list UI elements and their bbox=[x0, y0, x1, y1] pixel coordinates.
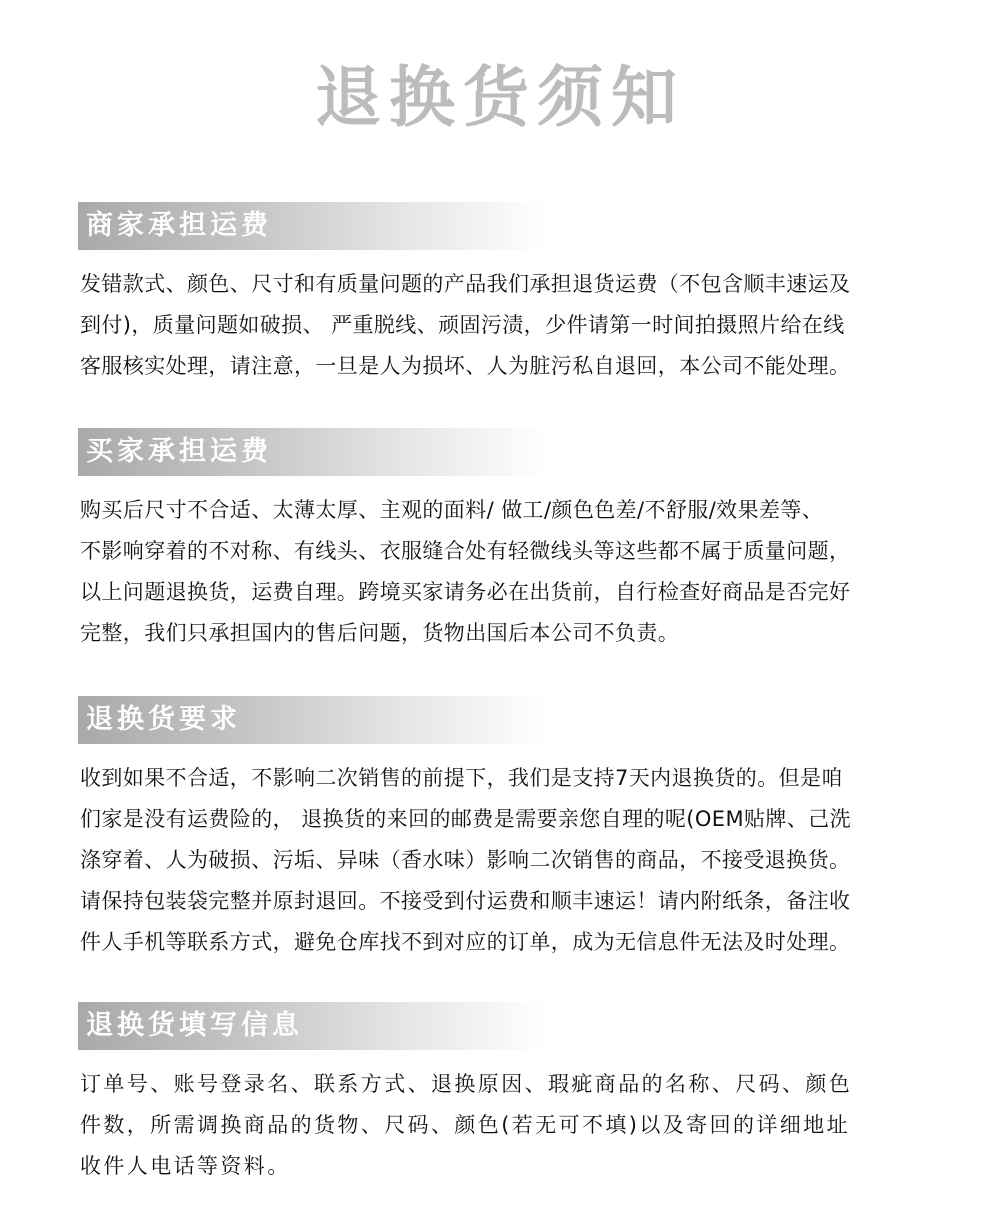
text-line: 收到如果不合适，不影响二次销售的前提下，我们是支持7天内退换货的。但是咱 bbox=[80, 766, 843, 790]
section-heading: 退换货填写信息 bbox=[86, 1010, 303, 1041]
section-header bbox=[78, 696, 548, 744]
text-line: 订单号、账号登录名、联系方式、退换原因、瑕疵商品的名称、尺码、颜色 bbox=[80, 1072, 853, 1096]
section-heading: 退换货要求 bbox=[86, 704, 241, 735]
section-body bbox=[80, 1064, 928, 1187]
section-header bbox=[78, 428, 548, 476]
section-heading: 商家承担运费 bbox=[86, 210, 272, 241]
section-header bbox=[78, 202, 548, 250]
section-body bbox=[80, 490, 928, 654]
text-line: 发错款式、颜色、尺寸和有质量问题的产品我们承担退货运费（不包含顺丰速运及 bbox=[80, 272, 851, 296]
text-line: 收件人电话等资料。 bbox=[80, 1154, 291, 1178]
text-line: 不影响穿着的不对称、有线头、衣服缝合处有轻微线头等这些都不属于质量问题， bbox=[80, 539, 851, 563]
text-line: 以上问题退换货，运费自理。跨境买家请务必在出货前，自行检查好商品是否完好 bbox=[80, 580, 851, 604]
section-heading: 买家承担运费 bbox=[86, 436, 272, 467]
section-merchant-pays-shipping bbox=[78, 202, 928, 387]
section-body bbox=[80, 758, 928, 963]
page-title: 退换货须知 bbox=[315, 59, 685, 136]
section-body bbox=[80, 264, 928, 387]
text-line: 件数，所需调换商品的货物、尺码、颜色(若无可不填)以及寄回的详细地址 bbox=[80, 1113, 850, 1137]
text-line: 请保持包装袋完整并原封退回。不接受到付运费和顺丰速运！请内附纸条，备注收 bbox=[80, 889, 851, 913]
text-line: 涤穿着、人为破损、污垢、异味（香水味）影响二次销售的商品，不接受退换货。 bbox=[80, 848, 851, 872]
section-header bbox=[78, 1002, 548, 1050]
section-buyer-pays-shipping bbox=[78, 428, 928, 654]
text-line: 到付)，质量问题如破损、 严重脱线、顽固污渍，少件请第一时间拍摄照片给在线 bbox=[80, 313, 845, 337]
text-line: 件人手机等联系方式，避免仓库找不到对应的订单，成为无信息件无法及时处理。 bbox=[80, 930, 851, 954]
text-line: 购买后尺寸不合适、太薄太厚、主观的面料/ 做工/颜色色差/不舒服/效果差等、 bbox=[80, 498, 824, 522]
text-line: 们家是没有运费险的， 退换货的来回的邮费是需要亲您自理的呢(OEM贴牌、己洗 bbox=[80, 807, 851, 831]
section-return-info-to-fill bbox=[78, 1002, 928, 1187]
text-line: 完整，我们只承担国内的售后问题，货物出国后本公司不负责。 bbox=[80, 621, 680, 645]
section-return-requirements bbox=[78, 696, 928, 963]
text-line: 客服核实处理，请注意，一旦是人为损坏、人为脏污私自退回，本公司不能处理。 bbox=[80, 354, 851, 378]
